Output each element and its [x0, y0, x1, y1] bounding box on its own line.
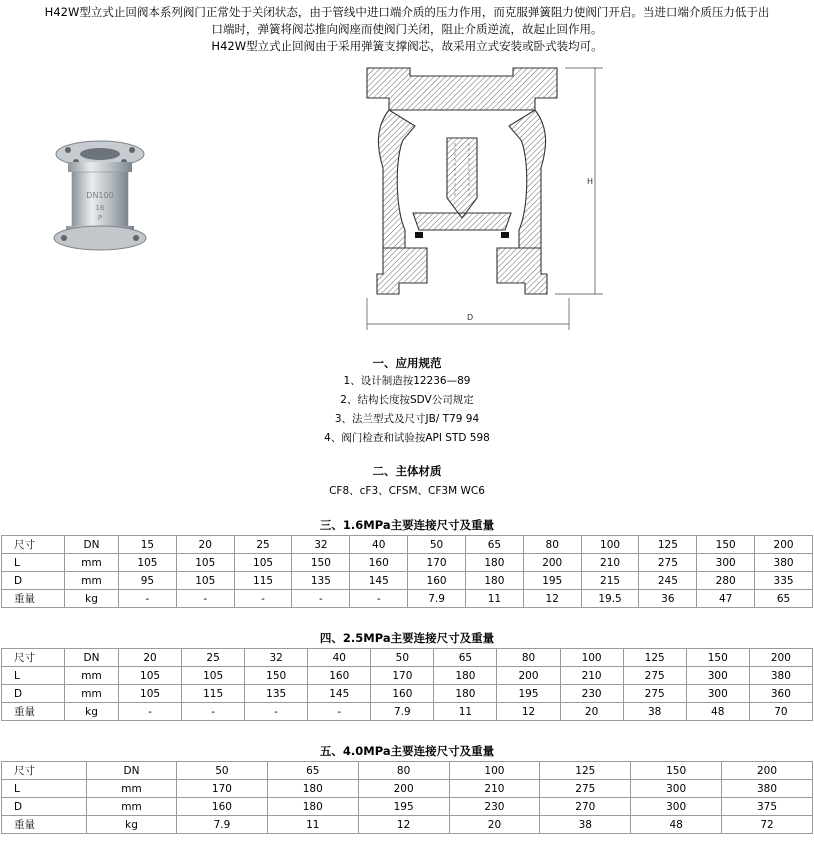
row-label: 尺寸 [2, 536, 65, 554]
table-cell: 200 [722, 762, 813, 780]
table-cell: 150 [292, 554, 350, 572]
table-cell: 150 [697, 536, 755, 554]
table-cell: 105 [234, 554, 292, 572]
table-row [2, 667, 813, 685]
table-cell: 12 [497, 703, 560, 721]
table-cell: 145 [308, 685, 371, 703]
table-cell: 105 [176, 572, 234, 590]
table-cell: 200 [358, 780, 449, 798]
table-cell: - [234, 590, 292, 608]
table-cell: 125 [623, 649, 686, 667]
table-cell: 170 [371, 667, 434, 685]
section1-item: 4、阀门检查和试验按API STD 598 [324, 432, 490, 444]
row-unit: kg [65, 703, 119, 721]
row-unit: mm [65, 685, 119, 703]
section1-item: 2、结构长度按SDV公司规定 [340, 394, 474, 406]
table-cell: 335 [755, 572, 813, 590]
table-cell: - [182, 703, 245, 721]
table-cell: 380 [755, 554, 813, 572]
table-cell: 300 [686, 685, 749, 703]
table-cell: 170 [408, 554, 466, 572]
table-cell: 115 [234, 572, 292, 590]
row-unit: DN [65, 649, 119, 667]
table-cell: 70 [749, 703, 812, 721]
photo-marking-1: DN100 [86, 191, 114, 200]
table-cell: 47 [697, 590, 755, 608]
table-cell: 115 [182, 685, 245, 703]
table-cell: 200 [523, 554, 581, 572]
table-cell: 125 [540, 762, 631, 780]
row-label: L [2, 780, 87, 798]
row-label: 重量 [2, 703, 65, 721]
table-cell: 105 [119, 554, 177, 572]
table-cell: 105 [119, 685, 182, 703]
table-cell: 360 [749, 685, 812, 703]
section1-item: 1、设计制造按12236—89 [343, 375, 471, 387]
table-cell: 65 [434, 649, 497, 667]
table-cell: - [119, 590, 177, 608]
dimension-d-label: D [467, 313, 474, 322]
table-cell: 25 [182, 649, 245, 667]
table-cell: 105 [176, 554, 234, 572]
table-cell: 180 [434, 685, 497, 703]
table-cell: 19.5 [581, 590, 639, 608]
table-cell: 7.9 [408, 590, 466, 608]
table-cell: 36 [639, 590, 697, 608]
table-row [2, 536, 813, 554]
table-cell: - [350, 590, 408, 608]
table-cell: 380 [749, 667, 812, 685]
table-cell: 180 [465, 572, 523, 590]
table3-title: 五、4.0MPa主要连接尺寸及重量 [319, 744, 495, 758]
section1-list [0, 372, 814, 448]
intro-line-2: 口端时，弹簧将阀芯推向阀座而使阀门关闭，阻止介质逆流，故起止回作用。 [211, 22, 603, 36]
row-unit: mm [87, 780, 177, 798]
table-cell: 100 [581, 536, 639, 554]
table-cell: 145 [350, 572, 408, 590]
table-cell: 12 [358, 816, 449, 834]
table-cell: 25 [234, 536, 292, 554]
table-row [2, 780, 813, 798]
row-label: 重量 [2, 816, 87, 834]
table-cell: 105 [182, 667, 245, 685]
table-cell: 7.9 [177, 816, 268, 834]
table-cell: 40 [308, 649, 371, 667]
table-cell: 80 [497, 649, 560, 667]
table-cell: 80 [523, 536, 581, 554]
table-cell: 65 [465, 536, 523, 554]
table-cell: 11 [465, 590, 523, 608]
table-row [2, 572, 813, 590]
section2-title: 二、主体材质 [372, 464, 442, 478]
row-unit: mm [65, 667, 119, 685]
table-cell: - [308, 703, 371, 721]
table-cell: - [119, 703, 182, 721]
section2-materials: CF8、cF3、CFSM、CF3M WC6 [329, 485, 485, 497]
table-cell: 275 [623, 667, 686, 685]
table-cell: 11 [267, 816, 358, 834]
row-label: 尺寸 [2, 649, 65, 667]
table-cell: 160 [308, 667, 371, 685]
table-row [2, 590, 813, 608]
table-cell: 270 [540, 798, 631, 816]
table-row [2, 554, 813, 572]
table-cell: 40 [350, 536, 408, 554]
table-row [2, 703, 813, 721]
table-cell: 180 [267, 780, 358, 798]
table-cell: 195 [497, 685, 560, 703]
table-cell: 195 [523, 572, 581, 590]
table-cell: 300 [697, 554, 755, 572]
intro-line-3: H42W型立式止回阀由于采用弹簧支撑阀芯，故采用立式安装或卧式装均可。 [211, 39, 603, 53]
row-label: D [2, 798, 87, 816]
table-cell: 275 [623, 685, 686, 703]
table-cell: 48 [686, 703, 749, 721]
table-cell: 200 [755, 536, 813, 554]
valve-photo [50, 140, 150, 252]
table-cell: 12 [523, 590, 581, 608]
section1-title: 一、应用规范 [372, 356, 442, 370]
table-cell: 230 [449, 798, 540, 816]
table-cell: 215 [581, 572, 639, 590]
table-cell: 300 [631, 798, 722, 816]
table-cell: 15 [119, 536, 177, 554]
table-cell: 195 [358, 798, 449, 816]
table-cell: 125 [639, 536, 697, 554]
valve-section-drawing [355, 48, 620, 333]
table-cell: 32 [245, 649, 308, 667]
table-row [2, 798, 813, 816]
table-cell: 20 [176, 536, 234, 554]
table-cell: 38 [540, 816, 631, 834]
table-cell: 80 [358, 762, 449, 780]
table2-title: 四、2.5MPa主要连接尺寸及重量 [319, 631, 495, 645]
table-cell: 200 [749, 649, 812, 667]
table-cell: 230 [560, 685, 623, 703]
section1-item: 3、法兰型式及尺寸JB/ T79 94 [334, 413, 480, 425]
table-cell: 48 [631, 816, 722, 834]
table1-pressure-1-6 [1, 535, 813, 608]
table1-title: 三、1.6MPa主要连接尺寸及重量 [319, 518, 495, 532]
table-cell: 180 [465, 554, 523, 572]
dimension-h-label: H [587, 177, 594, 186]
photo-marking-3: P [97, 214, 103, 222]
row-label: 重量 [2, 590, 65, 608]
row-unit: kg [87, 816, 177, 834]
table-cell: 210 [560, 667, 623, 685]
row-label: L [2, 667, 65, 685]
table-cell: 72 [722, 816, 813, 834]
table-cell: 245 [639, 572, 697, 590]
table-cell: - [245, 703, 308, 721]
table-cell: 38 [623, 703, 686, 721]
row-unit: kg [65, 590, 119, 608]
table-cell: - [292, 590, 350, 608]
table-row [2, 685, 813, 703]
table3-pressure-4-0 [1, 761, 813, 834]
table-cell: - [176, 590, 234, 608]
table-row [2, 649, 813, 667]
row-unit: mm [65, 554, 119, 572]
table-cell: 160 [408, 572, 466, 590]
table-row [2, 816, 813, 834]
table-cell: 135 [245, 685, 308, 703]
table-cell: 210 [449, 780, 540, 798]
table-cell: 50 [177, 762, 268, 780]
table-cell: 300 [686, 667, 749, 685]
table-cell: 300 [631, 780, 722, 798]
table-cell: 200 [497, 667, 560, 685]
table-cell: 150 [631, 762, 722, 780]
table-cell: 100 [449, 762, 540, 780]
table-cell: 210 [581, 554, 639, 572]
table-cell: 275 [639, 554, 697, 572]
table-cell: 280 [697, 572, 755, 590]
table-cell: 150 [245, 667, 308, 685]
table-cell: 160 [177, 798, 268, 816]
table-cell: 95 [119, 572, 177, 590]
table-row [2, 762, 813, 780]
table-cell: 7.9 [371, 703, 434, 721]
table-cell: 50 [371, 649, 434, 667]
photo-marking-2: 16 [95, 204, 105, 212]
table-cell: 180 [267, 798, 358, 816]
row-label: D [2, 685, 65, 703]
table2-pressure-2-5 [1, 648, 813, 721]
table-cell: 20 [560, 703, 623, 721]
table-cell: 180 [434, 667, 497, 685]
row-label: 尺寸 [2, 762, 87, 780]
row-label: D [2, 572, 65, 590]
table-cell: 20 [449, 816, 540, 834]
table-cell: 160 [350, 554, 408, 572]
table-cell: 150 [686, 649, 749, 667]
row-label: L [2, 554, 65, 572]
row-unit: DN [65, 536, 119, 554]
table-cell: 380 [722, 780, 813, 798]
table-cell: 50 [408, 536, 466, 554]
table-cell: 170 [177, 780, 268, 798]
table-cell: 100 [560, 649, 623, 667]
table-cell: 105 [119, 667, 182, 685]
intro-line-1: H42W型立式止回阀本系列阀门正常处于关闭状态，由于管线中进口端介质的压力作用，而克服弹簧阻力使阀门开启。当进口端介质压力低于出 [44, 5, 770, 19]
table-cell: 11 [434, 703, 497, 721]
table-cell: 20 [119, 649, 182, 667]
table-cell: 375 [722, 798, 813, 816]
table-cell: 32 [292, 536, 350, 554]
table-cell: 275 [540, 780, 631, 798]
table-cell: 65 [755, 590, 813, 608]
row-unit: DN [87, 762, 177, 780]
row-unit: mm [87, 798, 177, 816]
table-cell: 135 [292, 572, 350, 590]
table-cell: 65 [267, 762, 358, 780]
table-cell: 160 [371, 685, 434, 703]
row-unit: mm [65, 572, 119, 590]
